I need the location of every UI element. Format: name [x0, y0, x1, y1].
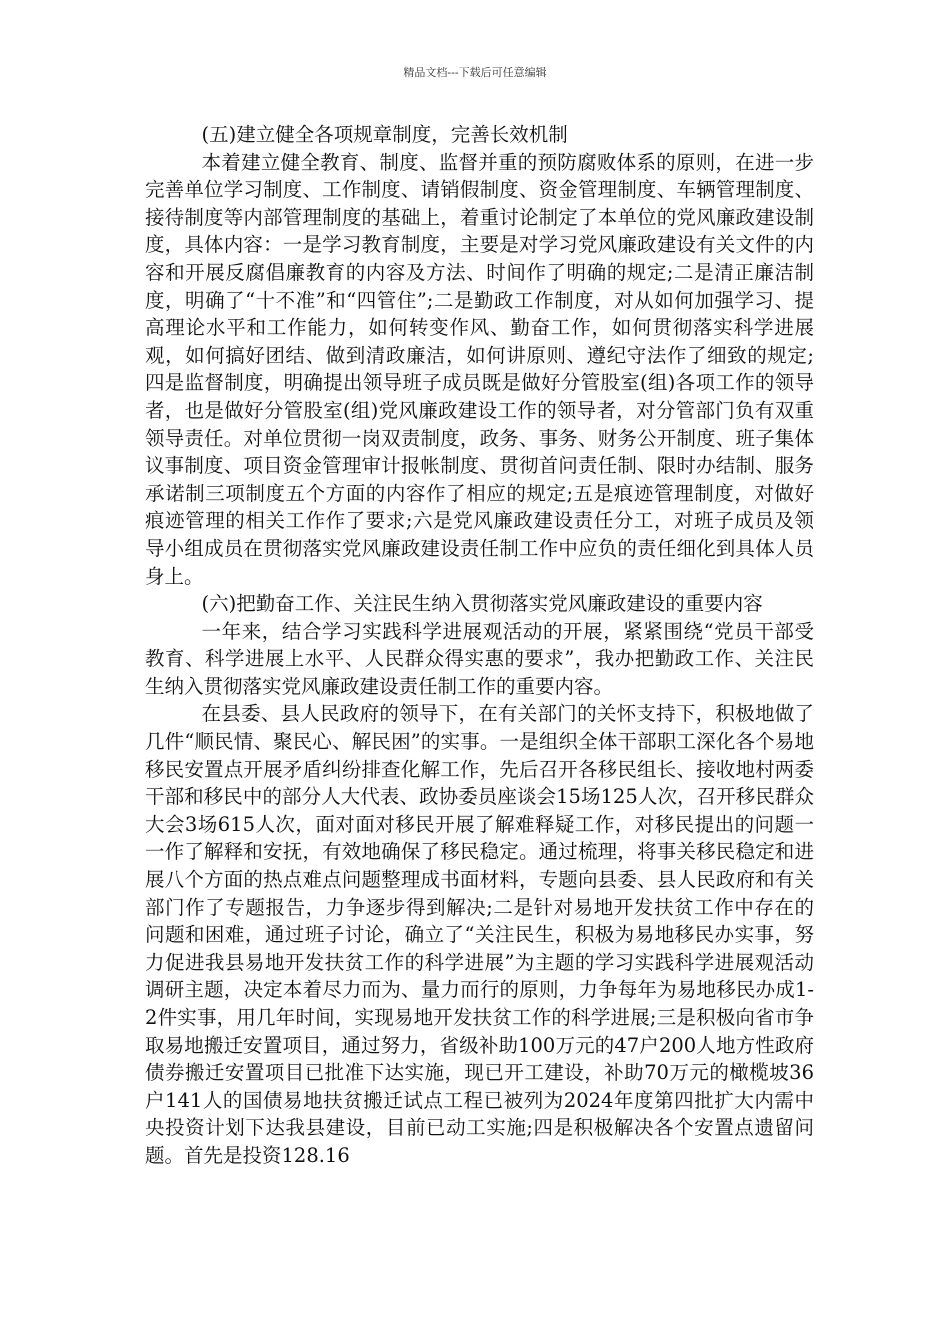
document-body [145, 121, 814, 1170]
section-heading-5: (五)建立健全各项规章制度，完善长效机制 [201, 123, 568, 146]
paragraph: 本着建立健全教育、制度、监督并重的预防腐败体系的原则，在进一步完善单位学习制度、工作制度、请销假制度、资金管理制度、车辆管理制度、接待制度等内部管理制度的基础上，着重讨论制定了本单位的党风廉政建设制度，具体内容：一是学习教育制度，主要是对学习党风廉政建设有关文件的内容和开展反腐倡廉教育的内容及方法、时间作了明确的规定;二是清正廉洁制度，明确了“十不准”和“四管住”;二是勤政工作制度，对从如何加强学习、提高理论水平和工作能力，如何转变作风、勤奋工作，如何贯彻落实科学进展观，如何搞好团结、做到清政廉洁，如何讲原则、遵纪守法作了细致的规定;四是监督制度，明确提出领导班子成员既是做好分管股室(组)各项工作的领导者，也是做好分管股室(组)党风廉政建设工作的领导者，对分管部门负有双重领导责任。对单位贯彻一岗双责制度，政务、事务、财务公开制度、班子集体议事制度、项目资金管理审计报帐制度、贯彻首问责任制、限时办结制、服务承诺制三项制度五个方面的内容作了相应的规定;五是痕迹管理制度，对做好痕迹管理的相关工作作了要求;六是党风廉政建设责任分工，对班子成员及领导小组成员在贯彻落实党风廉政建设责任制工作中应负的责任细化到具体人员身上。 [145, 150, 814, 588]
paragraph: 一年来，结合学习实践科学进展观活动的开展，紧紧围绕“党员干部受教育、科学进展上水平、人民群众得实惠的要求”，我办把勤政工作、关注民生纳入贯彻落实党风廉政建设责任制工作的重要内容。 [145, 619, 814, 698]
paragraph: 在县委、县人民政府的领导下，在有关部门的关怀支持下，积极地做了几件“顺民情、聚民心、解民困”的实事。一是组织全体干部职工深化各个易地移民安置点开展矛盾纠纷排查化解工作，先后召开各移民组长、接收地村两委干部和移民中的部分人大代表、政协委员座谈会15场125人次，召开移民群众大会3场615人次，面对面对移民开展了解难释疑工作，对移民提出的问题一一作了解释和安抚，有效地确保了移民稳定。通过梳理，将事关移民稳定和进展八个方面的热点难点问题整理成书面材料，专题向县委、县人民政府和有关部门作了专题报告，力争逐步得到解决;二是针对易地开发扶贫工作中存在的问题和困难，通过班子讨论，确立了“关注民生，积极为易地移民办实事，努力促进我县易地开发扶贫工作的科学进展”为主题的学习实践科学进展观活动调研主题，决定本着尽力而为、量力而行的原则，力争每年为易地移民办成1-2件实事，用几年时间，实现易地开发扶贫工作的科学进展;三是积极向省市争取易地搬迁安置项目，通过努力，省级补助100万元的47户200人地方性政府债券搬迁安置项目已批准下达实施，现已开工建设，补助70万元的橄榄坡36户141人的国债易地扶贫搬迁试点工程已被列为2024年度第四批扩大内需中央投资计划下达我县建设，目前已动工实施;四是积极解决各个安置点遗留问题。首先是投资128.16 [145, 702, 814, 1167]
section-heading-6: (六)把勤奋工作、关注民生纳入贯彻落实党风廉政建设的重要内容 [201, 592, 763, 616]
page-header: 精品文档---下载后可任意编辑 [403, 66, 547, 79]
